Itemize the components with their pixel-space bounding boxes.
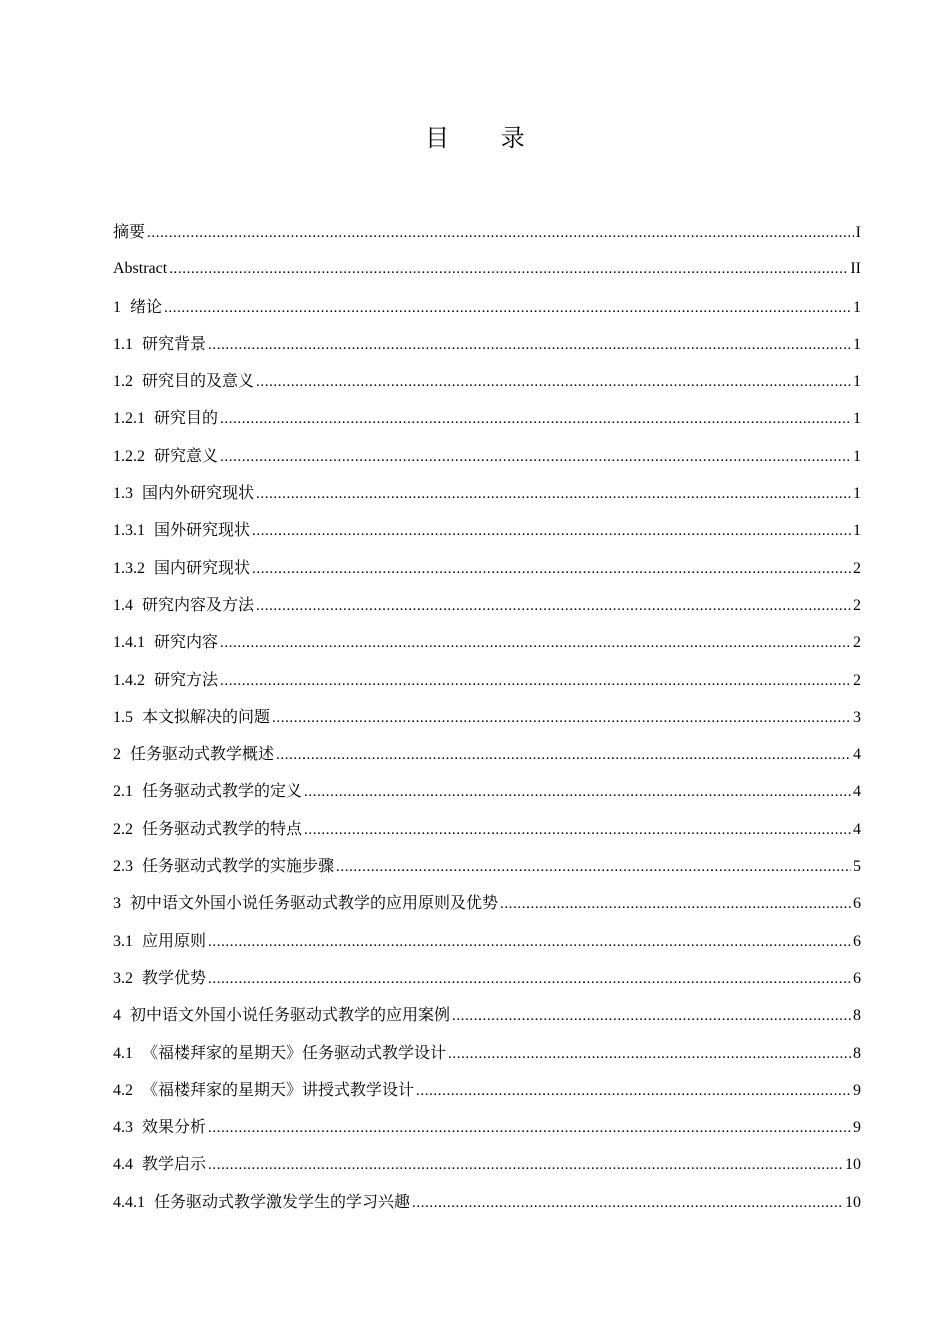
toc-entry[interactable] — [113, 549, 861, 586]
toc-entry-page-number: 1 — [853, 410, 861, 428]
toc-entry-page-number: 5 — [853, 858, 861, 876]
toc-entry-title: 初中语文外国小说任务驱动式教学的应用原则及优势 — [130, 893, 499, 913]
toc-entry-page-number: 2 — [853, 596, 861, 614]
toc-entry-number: 4.1 — [113, 1044, 133, 1062]
toc-entry-number: 4.2 — [113, 1081, 133, 1099]
toc-entry-number: 1.3.1 — [113, 522, 145, 540]
toc-entry-number: 4 — [113, 1007, 121, 1025]
toc-entry-page-number: 9 — [853, 1081, 861, 1099]
toc-entry-title: 研究意义 — [154, 445, 219, 465]
toc-entry[interactable] — [113, 1108, 861, 1145]
toc-dot-leader — [304, 774, 851, 811]
toc-entry[interactable] — [113, 325, 861, 362]
toc-entry-number: 1.2 — [113, 373, 133, 391]
toc-dot-leader — [220, 401, 851, 438]
toc-entry-title: 国内研究现状 — [154, 557, 251, 577]
toc-entry-title: 教学优势 — [142, 967, 207, 987]
toc-dot-leader — [220, 439, 851, 476]
toc-dot-leader — [208, 924, 851, 961]
toc-entry-title: 任务驱动式教学激发学生的学习兴趣 — [154, 1191, 411, 1211]
toc-dot-leader — [169, 251, 848, 288]
toc-dot-leader — [147, 215, 854, 252]
toc-entry-page-number: 1 — [853, 447, 861, 465]
toc-entry-number: 1.5 — [113, 708, 133, 726]
toc-entry-page-number: 8 — [853, 1007, 861, 1025]
toc-entry-number: 3 — [113, 895, 121, 913]
toc-dot-leader — [252, 551, 851, 588]
toc-entry-page-number: 8 — [853, 1044, 861, 1062]
toc-entry-page-number: 1 — [853, 522, 861, 540]
toc-title: 目 录 — [425, 124, 547, 152]
toc-entry-title: 《福楼拜家的星期天》任务驱动式教学设计 — [142, 1042, 447, 1062]
toc-entry-page-number: 6 — [853, 932, 861, 950]
toc-entry-title: 国外研究现状 — [154, 520, 251, 540]
toc-entry[interactable] — [113, 698, 861, 735]
toc-entry-number: 1.4.2 — [113, 671, 145, 689]
toc-entry-page-number: 1 — [853, 298, 861, 316]
toc-entry-number: 1.2.1 — [113, 410, 145, 428]
toc-entry-number: 3.2 — [113, 969, 133, 987]
toc-entry-title: 国内外研究现状 — [142, 483, 255, 503]
toc-entry-page-number: 1 — [853, 485, 861, 503]
toc-entry[interactable] — [113, 623, 861, 660]
toc-entry-number: 1 — [113, 298, 121, 316]
toc-entry-title: 研究方法 — [154, 669, 219, 689]
toc-entry-title: 本文拟解决的问题 — [142, 706, 271, 726]
toc-entry[interactable] — [113, 437, 861, 474]
toc-entry-page-number: 9 — [853, 1119, 861, 1137]
toc-entry-page-number: 3 — [853, 708, 861, 726]
toc-entry-title: 研究目的及意义 — [142, 371, 255, 391]
toc-dot-leader — [208, 1110, 851, 1147]
toc-entry-page-number: II — [850, 260, 861, 278]
toc-entry[interactable] — [113, 511, 861, 548]
toc-dot-leader — [416, 1073, 851, 1110]
toc-entry-number: 2.1 — [113, 783, 133, 801]
toc-dot-leader — [276, 737, 851, 774]
toc-entry-page-number: 2 — [853, 634, 861, 652]
toc-entry[interactable] — [113, 810, 861, 847]
toc-dot-leader — [220, 625, 851, 662]
toc-entry-title: 任务驱动式教学的定义 — [142, 781, 303, 801]
toc-dot-leader — [208, 1147, 843, 1184]
toc-entry-title: 摘要 — [113, 222, 146, 241]
toc-dot-leader — [220, 663, 851, 700]
toc-entry[interactable] — [113, 288, 861, 325]
toc-entry-number: 4.4.1 — [113, 1193, 145, 1211]
toc-entry-title: 研究内容 — [154, 632, 219, 652]
toc-entry[interactable] — [113, 399, 861, 436]
toc-entry[interactable] — [113, 959, 861, 996]
toc-entry-page-number: 10 — [845, 1193, 861, 1211]
toc-entry-number: 1.2.2 — [113, 447, 145, 465]
toc-entry[interactable] — [113, 1034, 861, 1071]
toc-dot-leader — [208, 327, 851, 364]
toc-entry-number: 1.1 — [113, 335, 133, 353]
toc-dot-leader — [412, 1185, 843, 1222]
toc-entry[interactable] — [113, 996, 861, 1033]
toc-entry[interactable] — [113, 1071, 861, 1108]
toc-dot-leader — [208, 961, 851, 998]
toc-entry-page-number: 6 — [853, 895, 861, 913]
toc-entry-page-number: 4 — [853, 820, 861, 838]
toc-entry[interactable] — [113, 922, 861, 959]
toc-entry[interactable] — [113, 362, 861, 399]
toc-dot-leader — [336, 849, 851, 886]
toc-entry-number: 1.3 — [113, 485, 133, 503]
toc-entry-title: 效果分析 — [142, 1117, 207, 1137]
toc-dot-leader — [500, 886, 851, 923]
toc-entry-title: 教学启示 — [142, 1154, 207, 1174]
toc-entry-number: 4.3 — [113, 1119, 133, 1137]
toc-entry-number: 1.4.1 — [113, 634, 145, 652]
toc-entry[interactable] — [113, 735, 861, 772]
toc-entry-title: Abstract — [113, 260, 168, 278]
toc-entry-number: 3.1 — [113, 932, 133, 950]
toc-dot-leader — [304, 812, 851, 849]
toc-entry-page-number: 1 — [853, 335, 861, 353]
toc-entry[interactable] — [113, 474, 861, 511]
toc-entry-number: 4.4 — [113, 1156, 133, 1174]
toc-entry-page-number: 2 — [853, 559, 861, 577]
toc-entry[interactable] — [113, 847, 861, 884]
toc-list — [113, 213, 861, 1220]
toc-entry-title: 研究内容及方法 — [142, 594, 255, 614]
toc-entry[interactable] — [113, 213, 861, 250]
toc-entry[interactable] — [113, 586, 861, 623]
toc-entry-page-number: 4 — [853, 746, 861, 764]
toc-entry-title: 研究背景 — [142, 333, 207, 353]
toc-entry-title: 绪论 — [130, 296, 163, 316]
toc-entry-title: 任务驱动式教学概述 — [130, 744, 275, 764]
toc-entry-title: 《福楼拜家的星期天》讲授式教学设计 — [142, 1079, 415, 1099]
toc-entry-number: 1.3.2 — [113, 559, 145, 577]
toc-entry-title: 研究目的 — [154, 408, 219, 428]
toc-entry-page-number: 6 — [853, 969, 861, 987]
toc-entry-page-number: 4 — [853, 783, 861, 801]
toc-entry[interactable] — [113, 1145, 861, 1182]
toc-entry-page-number: 2 — [853, 671, 861, 689]
toc-dot-leader — [256, 364, 851, 401]
toc-entry-title: 任务驱动式教学的特点 — [142, 818, 303, 838]
toc-entry-page-number: 1 — [853, 373, 861, 391]
toc-dot-leader — [448, 1036, 851, 1073]
toc-entry-number: 2.2 — [113, 820, 133, 838]
toc-entry-number: 2.3 — [113, 858, 133, 876]
toc-dot-leader — [256, 476, 851, 513]
toc-dot-leader — [164, 290, 851, 327]
toc-entry-page-number: 10 — [845, 1156, 861, 1174]
toc-dot-leader — [452, 998, 851, 1035]
toc-entry-number: 2 — [113, 746, 121, 764]
toc-entry[interactable] — [113, 250, 861, 287]
toc-entry-title: 任务驱动式教学的实施步骤 — [142, 856, 335, 876]
toc-entry[interactable] — [113, 884, 861, 921]
toc-entry[interactable] — [113, 1183, 861, 1220]
toc-entry-title: 应用原则 — [142, 930, 207, 950]
toc-entry[interactable] — [113, 772, 861, 809]
toc-entry[interactable] — [113, 661, 861, 698]
toc-dot-leader — [252, 513, 851, 550]
toc-dot-leader — [272, 700, 851, 737]
toc-entry-title: 初中语文外国小说任务驱动式教学的应用案例 — [130, 1005, 451, 1025]
toc-entry-number: 1.4 — [113, 596, 133, 614]
toc-dot-leader — [256, 588, 851, 625]
toc-entry-page-number: I — [855, 224, 861, 241]
